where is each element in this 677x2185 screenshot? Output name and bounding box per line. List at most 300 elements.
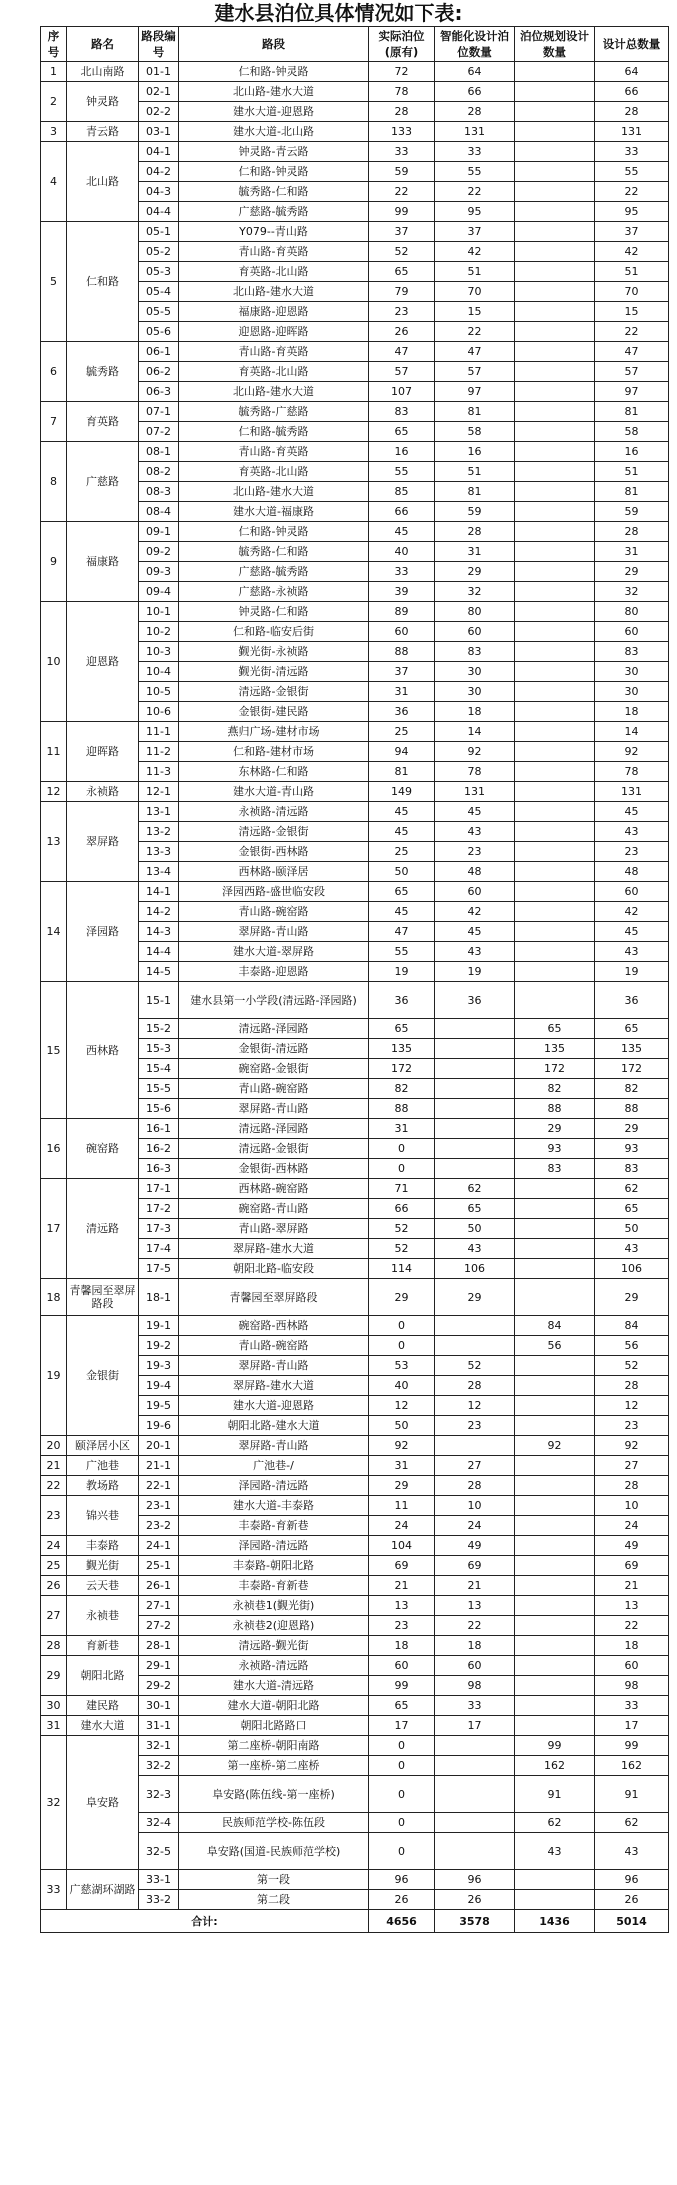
smart-count [435, 1813, 515, 1833]
table-row [41, 1596, 669, 1616]
segment-code: 13-2 [139, 822, 179, 842]
planned-count [515, 342, 595, 362]
total-count: 49 [595, 1536, 669, 1556]
table-row [41, 442, 669, 462]
planned-count [515, 422, 595, 442]
actual-count: 25 [369, 722, 435, 742]
total-count: 26 [595, 1890, 669, 1910]
segment-code: 24-1 [139, 1536, 179, 1556]
smart-count [435, 1159, 515, 1179]
actual-count: 94 [369, 742, 435, 762]
smart-count: 29 [435, 1279, 515, 1316]
actual-count: 31 [369, 1119, 435, 1139]
segment-code: 05-6 [139, 322, 179, 342]
total-count: 92 [595, 742, 669, 762]
planned-count [515, 622, 595, 642]
segment-name: 金银街-西林路 [179, 1159, 369, 1179]
smart-count: 43 [435, 1239, 515, 1259]
road-name: 迎晖路 [67, 722, 139, 782]
segment-code: 19-1 [139, 1316, 179, 1336]
total-count: 60 [595, 622, 669, 642]
actual-count: 45 [369, 522, 435, 542]
table-row [41, 1736, 669, 1756]
smart-count: 18 [435, 702, 515, 722]
total-count: 36 [595, 982, 669, 1019]
planned-count [515, 362, 595, 382]
segment-name: 迎恩路-迎晖路 [179, 322, 369, 342]
smart-count: 22 [435, 322, 515, 342]
segment-name: 广慈路-永祯路 [179, 582, 369, 602]
total-count: 47 [595, 342, 669, 362]
segment-name: 仁和路-建材市场 [179, 742, 369, 762]
segment-name: 碗窑路-西林路 [179, 1316, 369, 1336]
header-total: 设计总数量 [595, 27, 669, 62]
road-name: 青馨园至翠屏路段 [67, 1279, 139, 1316]
smart-count: 30 [435, 662, 515, 682]
table-row [41, 402, 669, 422]
segment-code: 32-4 [139, 1813, 179, 1833]
segment-code: 04-4 [139, 202, 179, 222]
segment-code: 08-2 [139, 462, 179, 482]
road-name: 阜安路 [67, 1736, 139, 1870]
smart-count: 64 [435, 62, 515, 82]
road-name: 教场路 [67, 1476, 139, 1496]
actual-count: 0 [369, 1813, 435, 1833]
planned-count [515, 542, 595, 562]
road-number: 22 [41, 1476, 67, 1496]
actual-count: 50 [369, 1416, 435, 1436]
table-row [41, 882, 669, 902]
segment-name: 清远路-金银街 [179, 822, 369, 842]
segment-name: 北山路-建水大道 [179, 282, 369, 302]
segment-code: 16-1 [139, 1119, 179, 1139]
total-count: 59 [595, 502, 669, 522]
road-name: 育英路 [67, 402, 139, 442]
actual-count: 65 [369, 422, 435, 442]
totals-total: 5014 [595, 1910, 669, 1933]
total-count: 29 [595, 562, 669, 582]
planned-count [515, 742, 595, 762]
smart-count: 58 [435, 422, 515, 442]
planned-count [515, 242, 595, 262]
total-count: 83 [595, 642, 669, 662]
actual-count: 24 [369, 1516, 435, 1536]
actual-count: 92 [369, 1436, 435, 1456]
table-row [41, 602, 669, 622]
table-row [41, 1179, 669, 1199]
smart-count: 16 [435, 442, 515, 462]
actual-count: 37 [369, 222, 435, 242]
actual-count: 25 [369, 842, 435, 862]
segment-code: 19-5 [139, 1396, 179, 1416]
actual-count: 81 [369, 762, 435, 782]
segment-name: 青山路-育英路 [179, 242, 369, 262]
actual-count: 0 [369, 1139, 435, 1159]
segment-name: 建水大道-清远路 [179, 1676, 369, 1696]
segment-name: 翠屏路-青山路 [179, 1356, 369, 1376]
actual-count: 19 [369, 962, 435, 982]
road-name: 觐光街 [67, 1556, 139, 1576]
actual-count: 45 [369, 802, 435, 822]
total-count: 50 [595, 1219, 669, 1239]
actual-count: 0 [369, 1336, 435, 1356]
road-number: 7 [41, 402, 67, 442]
total-count: 60 [595, 1656, 669, 1676]
actual-count: 36 [369, 702, 435, 722]
segment-name: 金银街-清远路 [179, 1039, 369, 1059]
smart-count: 81 [435, 482, 515, 502]
segment-code: 04-3 [139, 182, 179, 202]
smart-count: 23 [435, 1416, 515, 1436]
total-count: 97 [595, 382, 669, 402]
road-name: 仁和路 [67, 222, 139, 342]
road-number: 4 [41, 142, 67, 222]
table-row [41, 1436, 669, 1456]
planned-count: 62 [515, 1813, 595, 1833]
actual-count: 29 [369, 1279, 435, 1316]
actual-count: 65 [369, 262, 435, 282]
total-count: 18 [595, 702, 669, 722]
segment-code: 11-1 [139, 722, 179, 742]
smart-count: 65 [435, 1199, 515, 1219]
total-count: 43 [595, 822, 669, 842]
total-count: 37 [595, 222, 669, 242]
planned-count [515, 182, 595, 202]
segment-code: 07-2 [139, 422, 179, 442]
segment-name: 广慈路-毓秀路 [179, 562, 369, 582]
actual-count: 31 [369, 1456, 435, 1476]
segment-name: 福康路-迎恩路 [179, 302, 369, 322]
segment-name: 民族师范学校-陈伍段 [179, 1813, 369, 1833]
smart-count: 62 [435, 1179, 515, 1199]
total-count: 23 [595, 842, 669, 862]
planned-count [515, 1676, 595, 1696]
road-number: 33 [41, 1870, 67, 1910]
segment-code: 10-4 [139, 662, 179, 682]
totals-planned: 1436 [515, 1910, 595, 1933]
segment-code: 05-2 [139, 242, 179, 262]
actual-count: 99 [369, 202, 435, 222]
smart-count [435, 1119, 515, 1139]
smart-count: 45 [435, 802, 515, 822]
smart-count: 26 [435, 1890, 515, 1910]
segment-code: 08-3 [139, 482, 179, 502]
segment-code: 14-1 [139, 882, 179, 902]
table-row [41, 82, 669, 102]
segment-name: 清远路-金银街 [179, 682, 369, 702]
total-count: 48 [595, 862, 669, 882]
road-name: 钟灵路 [67, 82, 139, 122]
actual-count: 26 [369, 322, 435, 342]
segment-code: 20-1 [139, 1436, 179, 1456]
planned-count [515, 842, 595, 862]
road-number: 2 [41, 82, 67, 122]
segment-name: 丰泰路-朝阳北路 [179, 1556, 369, 1576]
smart-count: 13 [435, 1596, 515, 1616]
smart-count: 33 [435, 142, 515, 162]
segment-code: 15-5 [139, 1079, 179, 1099]
table-row [41, 1696, 669, 1716]
planned-count [515, 1279, 595, 1316]
road-number: 6 [41, 342, 67, 402]
table-row [41, 1870, 669, 1890]
smart-count: 15 [435, 302, 515, 322]
segment-code: 17-3 [139, 1219, 179, 1239]
segment-name: 西林路-颐泽居 [179, 862, 369, 882]
planned-count [515, 1416, 595, 1436]
smart-count: 43 [435, 942, 515, 962]
planned-count [515, 1536, 595, 1556]
smart-count: 32 [435, 582, 515, 602]
total-count: 21 [595, 1576, 669, 1596]
road-name: 青云路 [67, 122, 139, 142]
road-number: 21 [41, 1456, 67, 1476]
road-number: 10 [41, 602, 67, 722]
road-number: 12 [41, 782, 67, 802]
segment-code: 13-3 [139, 842, 179, 862]
smart-count [435, 1336, 515, 1356]
actual-count: 78 [369, 82, 435, 102]
planned-count [515, 322, 595, 342]
road-name: 朝阳北路 [67, 1656, 139, 1696]
smart-count [435, 1776, 515, 1813]
road-name: 广池巷 [67, 1456, 139, 1476]
planned-count [515, 1239, 595, 1259]
smart-count: 27 [435, 1456, 515, 1476]
actual-count: 104 [369, 1536, 435, 1556]
planned-count [515, 582, 595, 602]
planned-count [515, 982, 595, 1019]
smart-count: 23 [435, 842, 515, 862]
segment-name: 清远路-泽园路 [179, 1019, 369, 1039]
segment-code: 32-5 [139, 1833, 179, 1870]
planned-count [515, 162, 595, 182]
planned-count: 65 [515, 1019, 595, 1039]
planned-count [515, 62, 595, 82]
planned-count [515, 602, 595, 622]
smart-count: 106 [435, 1259, 515, 1279]
total-count: 65 [595, 1019, 669, 1039]
header-smart: 智能化设计泊位数量 [435, 27, 515, 62]
planned-count [515, 702, 595, 722]
segment-name: 青山路-育英路 [179, 442, 369, 462]
actual-count: 79 [369, 282, 435, 302]
road-name: 北山南路 [67, 62, 139, 82]
total-count: 33 [595, 142, 669, 162]
segment-code: 28-1 [139, 1636, 179, 1656]
road-number: 30 [41, 1696, 67, 1716]
actual-count: 31 [369, 682, 435, 702]
planned-count [515, 1636, 595, 1656]
road-number: 20 [41, 1436, 67, 1456]
total-count: 30 [595, 682, 669, 702]
planned-count [515, 762, 595, 782]
actual-count: 0 [369, 1159, 435, 1179]
total-count: 32 [595, 582, 669, 602]
segment-name: 第二座桥-朝阳南路 [179, 1736, 369, 1756]
totals-smart: 3578 [435, 1910, 515, 1933]
segment-code: 29-1 [139, 1656, 179, 1676]
smart-count: 66 [435, 82, 515, 102]
actual-count: 39 [369, 582, 435, 602]
total-count: 92 [595, 1436, 669, 1456]
total-count: 30 [595, 662, 669, 682]
planned-count: 93 [515, 1139, 595, 1159]
smart-count: 78 [435, 762, 515, 782]
planned-count [515, 1596, 595, 1616]
total-count: 16 [595, 442, 669, 462]
total-count: 172 [595, 1059, 669, 1079]
segment-name: 永祯巷2(迎恩路) [179, 1616, 369, 1636]
actual-count: 107 [369, 382, 435, 402]
actual-count: 85 [369, 482, 435, 502]
road-number: 14 [41, 882, 67, 982]
total-count: 33 [595, 1696, 669, 1716]
segment-code: 04-2 [139, 162, 179, 182]
total-count: 106 [595, 1259, 669, 1279]
table-row [41, 222, 669, 242]
planned-count [515, 122, 595, 142]
segment-code: 19-3 [139, 1356, 179, 1376]
smart-count: 98 [435, 1676, 515, 1696]
table-row [41, 122, 669, 142]
road-number: 8 [41, 442, 67, 522]
segment-code: 04-1 [139, 142, 179, 162]
table-row [41, 62, 669, 82]
total-count: 82 [595, 1079, 669, 1099]
planned-count [515, 1376, 595, 1396]
segment-code: 10-6 [139, 702, 179, 722]
actual-count: 21 [369, 1576, 435, 1596]
segment-name: 燕归广场-建材市场 [179, 722, 369, 742]
road-name: 锦兴巷 [67, 1496, 139, 1536]
segment-name: 朝阳北路-建水大道 [179, 1416, 369, 1436]
actual-count: 23 [369, 302, 435, 322]
smart-count: 37 [435, 222, 515, 242]
segment-code: 23-2 [139, 1516, 179, 1536]
total-count: 17 [595, 1716, 669, 1736]
total-count: 42 [595, 902, 669, 922]
actual-count: 45 [369, 822, 435, 842]
actual-count: 71 [369, 1179, 435, 1199]
segment-code: 17-2 [139, 1199, 179, 1219]
segment-name: 丰泰路-育新巷 [179, 1516, 369, 1536]
segment-name: 金银街-西林路 [179, 842, 369, 862]
smart-count: 43 [435, 822, 515, 842]
total-count: 55 [595, 162, 669, 182]
planned-count [515, 302, 595, 322]
table-row [41, 802, 669, 822]
segment-code: 08-4 [139, 502, 179, 522]
segment-name: 仁和路-临安后街 [179, 622, 369, 642]
segment-name: 泽园西路-盛世临安段 [179, 882, 369, 902]
table-row [41, 1656, 669, 1676]
smart-count: 17 [435, 1716, 515, 1736]
segment-name: 清远路-金银街 [179, 1139, 369, 1159]
segment-name: 北山路-建水大道 [179, 82, 369, 102]
total-count: 65 [595, 1199, 669, 1219]
actual-count: 18 [369, 1636, 435, 1656]
total-count: 10 [595, 1496, 669, 1516]
segment-name: 丰泰路-育新巷 [179, 1576, 369, 1596]
planned-count [515, 142, 595, 162]
total-count: 52 [595, 1356, 669, 1376]
segment-name: 建水县第一小学段(清远路-泽园路) [179, 982, 369, 1019]
road-name: 北山路 [67, 142, 139, 222]
segment-code: 19-2 [139, 1336, 179, 1356]
segment-code: 15-4 [139, 1059, 179, 1079]
segment-name: 翠屏路-建水大道 [179, 1376, 369, 1396]
total-count: 15 [595, 302, 669, 322]
road-number: 31 [41, 1716, 67, 1736]
segment-code: 13-1 [139, 802, 179, 822]
smart-count [435, 1316, 515, 1336]
planned-count [515, 1456, 595, 1476]
planned-count [515, 382, 595, 402]
header-planned: 泊位规划设计数量 [515, 27, 595, 62]
planned-count [515, 1219, 595, 1239]
segment-code: 06-1 [139, 342, 179, 362]
segment-name: 翠屏路-青山路 [179, 1099, 369, 1119]
road-name: 云天巷 [67, 1576, 139, 1596]
smart-count: 29 [435, 562, 515, 582]
table-row [41, 142, 669, 162]
total-count: 95 [595, 202, 669, 222]
total-count: 27 [595, 1456, 669, 1476]
road-number: 23 [41, 1496, 67, 1536]
planned-count [515, 462, 595, 482]
table-row [41, 1716, 669, 1736]
segment-code: 05-1 [139, 222, 179, 242]
planned-count [515, 922, 595, 942]
table-row [41, 522, 669, 542]
smart-count [435, 1139, 515, 1159]
smart-count: 42 [435, 242, 515, 262]
segment-code: 32-3 [139, 1776, 179, 1813]
planned-count: 135 [515, 1039, 595, 1059]
smart-count: 81 [435, 402, 515, 422]
actual-count: 133 [369, 122, 435, 142]
total-count: 98 [595, 1676, 669, 1696]
smart-count: 28 [435, 1376, 515, 1396]
road-name: 金银街 [67, 1316, 139, 1436]
segment-code: 12-1 [139, 782, 179, 802]
segment-code: 19-6 [139, 1416, 179, 1436]
segment-code: 15-6 [139, 1099, 179, 1119]
planned-count: 43 [515, 1833, 595, 1870]
segment-name: 建水大道-福康路 [179, 502, 369, 522]
segment-name: 广池巷-/ [179, 1456, 369, 1476]
smart-count: 48 [435, 862, 515, 882]
smart-count: 14 [435, 722, 515, 742]
actual-count: 45 [369, 902, 435, 922]
road-number: 27 [41, 1596, 67, 1636]
segment-name: 觐光街-清远路 [179, 662, 369, 682]
segment-name: 第一座桥-第二座桥 [179, 1756, 369, 1776]
smart-count: 60 [435, 622, 515, 642]
actual-count: 17 [369, 1716, 435, 1736]
total-count: 13 [595, 1596, 669, 1616]
total-count: 62 [595, 1179, 669, 1199]
header-no: 序号 [41, 27, 67, 62]
road-name: 西林路 [67, 982, 139, 1119]
actual-count: 72 [369, 62, 435, 82]
actual-count: 172 [369, 1059, 435, 1079]
segment-code: 13-4 [139, 862, 179, 882]
segment-name: 阜安路(陈伍线-第一座桥) [179, 1776, 369, 1813]
total-count: 18 [595, 1636, 669, 1656]
planned-count [515, 682, 595, 702]
